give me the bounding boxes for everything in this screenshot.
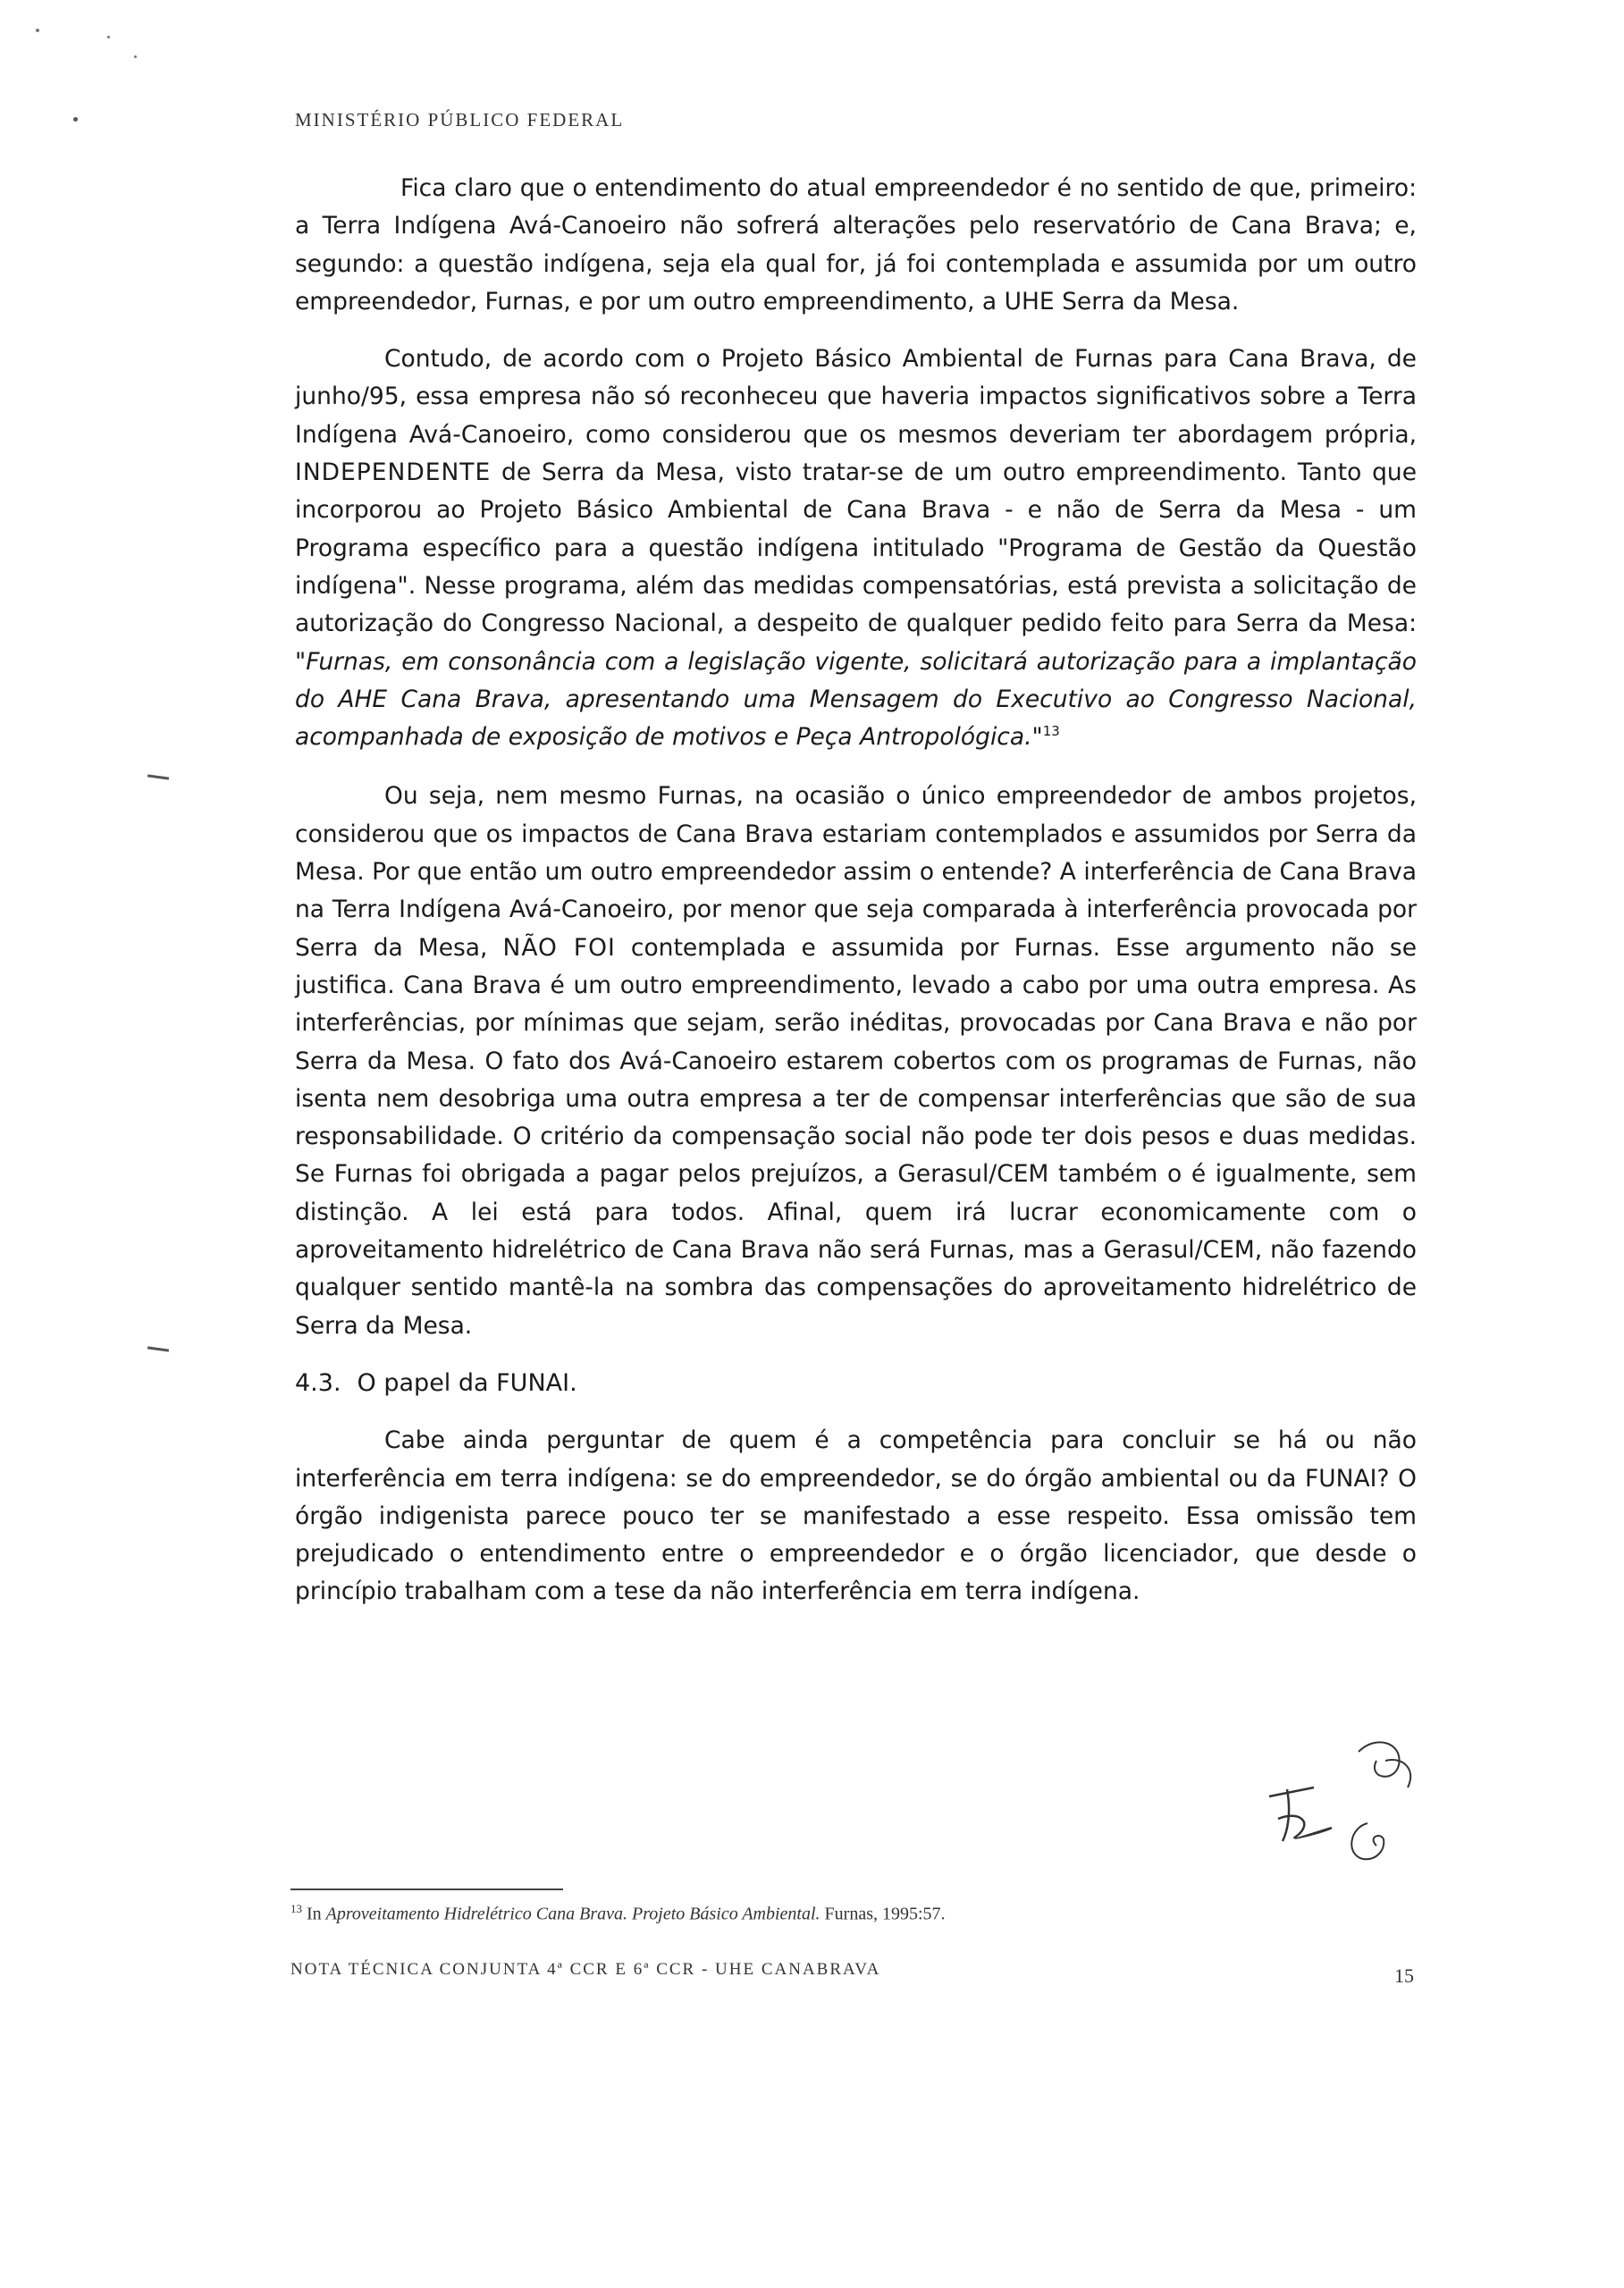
section-title: O papel da FUNAI. [357,1368,577,1397]
section-number: 4.3. [295,1368,341,1397]
paragraph-3-text: Ou seja, nem mesmo Furnas, na ocasião o único empreendedor de ambos projetos, considerou que os impactos de Cana Brava estariam contemplados e assumidos por Serra da Mesa. Por que então um outro empreendedor assim o entende? A interferência de Cana Brava na Terra Indígena Avá-Canoeiro, por menor que seja comparada à interferência provocada por Serra da Mesa, [295,782,1417,962]
paragraph-2-text: Contudo, de acordo com o Projeto Básico Ambiental de Furnas para Cana Brava, de junho/95, essa empresa não só reconheceu que haveria impactos significativos sobre a Terra Indígena Avá-Canoeiro, como considerou que os mesmos deveriam ter abordagem própria, [295,345,1417,449]
paragraph-3-text-cont: contemplada e assumida por Furnas. Esse argumento não se justifica. Cana Brava é um outro empreendimento, levado a cabo por uma outra empresa. As interferências, por mínimas que sejam, serão inéditas, provocadas por Cana Brava e não por Serra da Mesa. O fato dos Avá-Canoeiro estarem cobertos com os programas de Furnas, não isenta nem desobriga uma outra empresa a ter de compensar interferências que são de sua responsabilidade. O critério da compensação social não pode ter dois pesos e duas medidas. Se Furnas foi obrigada a pagar pelos prejuízos, a Gerasul/CEM também o é igualmente, sem distinção. A lei está para todos. Afinal, quem irá lucrar economicamente com o aproveitamento hidrelétrico de Cana Brava não será Furnas, mas a Gerasul/CEM, não fazendo qualquer sentido mantê-la na sombra das compensações do aproveitamento hidrelétrico de Serra da Mesa. [295,933,1418,1340]
page-header: MINISTÉRIO PÚBLICO FEDERAL [295,109,625,130]
section-heading [295,1365,1417,1402]
footnote [290,1902,1274,1925]
scan-speck [107,36,110,38]
emphasis-nao-foi: NÃO FOI [502,933,616,962]
scan-speck [73,117,78,122]
main-text [295,170,1417,1631]
footnote-source: Aproveitamento Hidrelétrico Cana Brava. Projeto Básico Ambiental. [325,1904,820,1924]
punch-hole-mark [147,1346,169,1351]
page-number: 15 [1394,1964,1414,1987]
page-footer: NOTA TÉCNICA CONJUNTA 4ª CCR E 6ª CCR - UHE CANABRAVA [290,1960,881,1979]
scan-speck [134,55,137,58]
footnote-divider [290,1888,563,1890]
quotation: "Furnas, em consonância com a legislação vigente, solicitará autorização para a implantação do AHE Cana Brava, apresentando uma Mensagem do Executivo ao Congresso Nacional, acompanhada de exposição de motivos e Peça Antropológica." [295,647,1417,752]
paragraph-4: Cabe ainda perguntar de quem é a competência para concluir se há ou não interferência em terra indígena: se do empreendedor, se do órgão ambiental ou da FUNAI? O órgão indigenista parece pouco ter se manifestado a esse respeito. Essa omissão tem prejudicado o entendimento entre o empreendedor e o órgão licenciador, que desde o princípio trabalham com a tese da não interferência em terra indígena. [295,1426,1417,1606]
paragraph-2-text-cont: de Serra da Mesa, visto tratar-se de um outro empreendimento. Tanto que incorporou ao Projeto Básico Ambiental de Cana Brava - e não de Serra da Mesa - um Programa específico para a questão indígena intitulado "Programa de Gestão da Questão indígena". Nesse programa, além das medidas compensatórias, está prevista a solicitação de autorização do Congresso Nacional, a despeito de qualquer pedido feito para Serra da Mesa: [295,458,1417,638]
footnote-prefix: In [307,1904,326,1924]
punch-hole-mark [147,774,169,779]
footnote-number: 13 [290,1902,302,1915]
emphasis-independente: INDEPENDENTE [295,458,492,487]
paragraph-3 [295,778,1417,1344]
paragraph-1: Fica claro que o entendimento do atual empreendedor é no sentido de que, primeiro: a Terra Indígena Avá-Canoeiro não sofrerá alterações pelo reservatório de Cana Brava; e, segundo: a questão indígena, seja ela qual for, já foi contemplada e assumida por um outro empreendedor, Furnas, e por um outro empreendimento, a UHE Serra da Mesa. [295,174,1417,315]
paragraph-2 [295,341,1417,756]
footnote-reference: 13 [1042,723,1060,740]
footnote-rest: Furnas, 1995:57. [820,1904,946,1924]
signature-initials [1251,1734,1430,1868]
scan-speck [36,29,39,32]
